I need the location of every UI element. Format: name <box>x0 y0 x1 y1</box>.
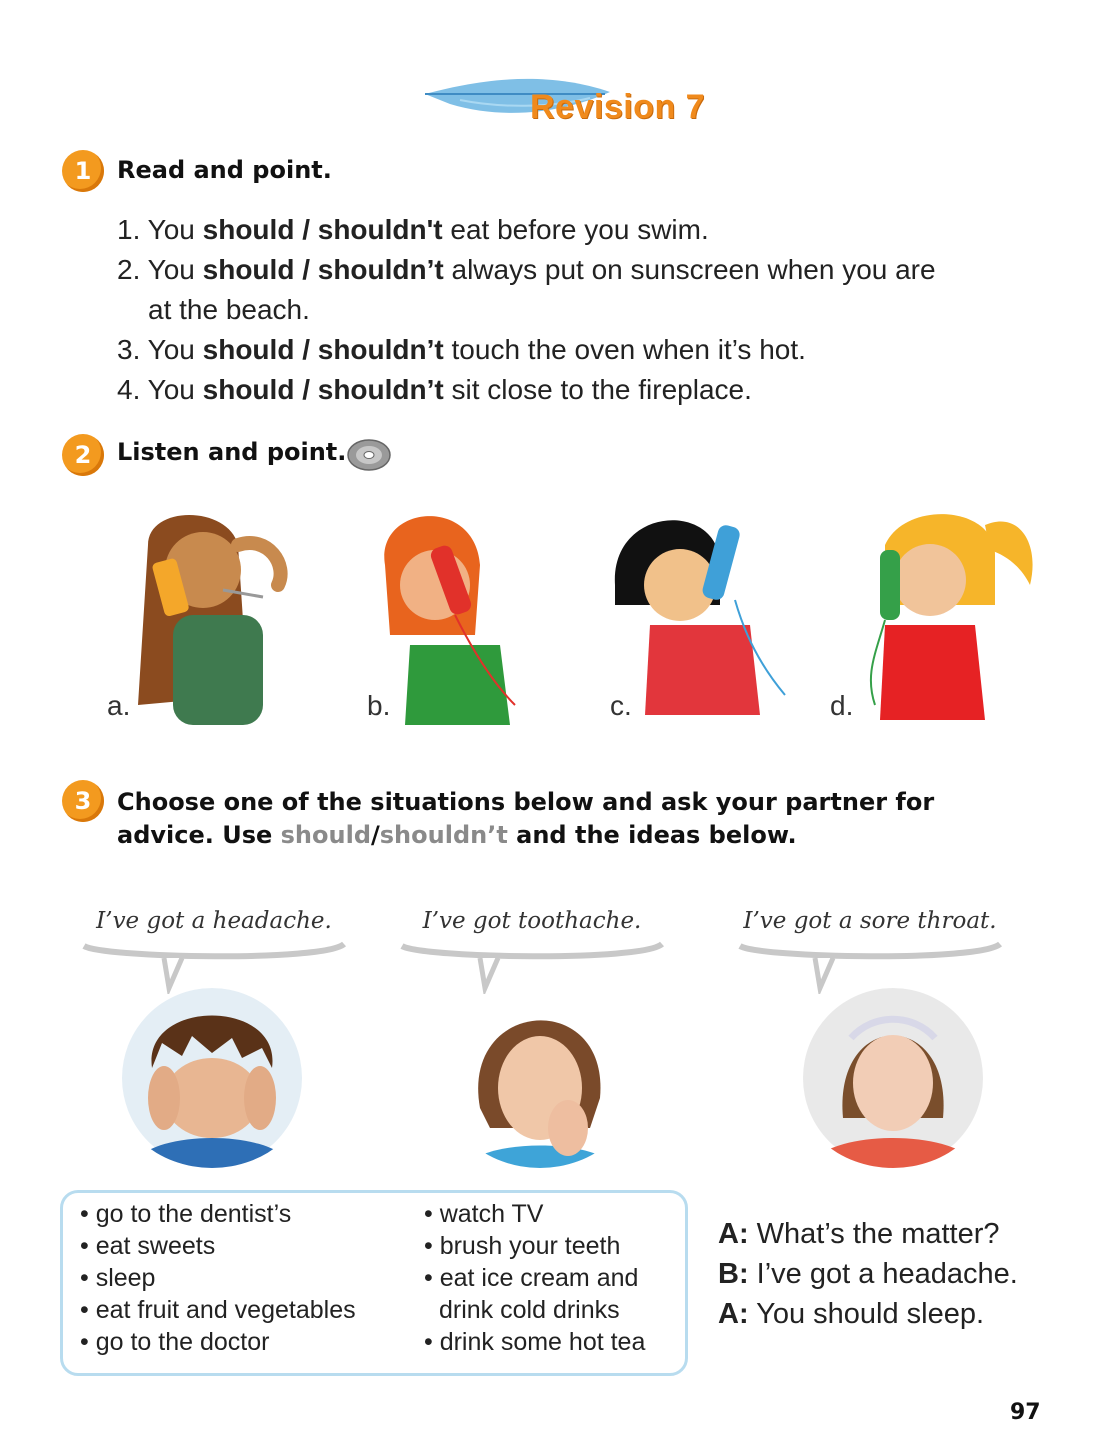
speech-bubble-1 <box>74 896 354 994</box>
idea-item: • drink some hot tea <box>424 1328 646 1356</box>
exercise-1-badge: 1 <box>62 150 104 192</box>
picture-label-d: d. <box>830 690 854 721</box>
bubble-text-toothache: I’ve got toothache. <box>422 908 642 934</box>
page-title: Revision 7 <box>530 88 706 126</box>
bubble-text-headache: I’ve got a headache. <box>96 908 332 934</box>
idea-item-continued: drink cold drinks <box>439 1296 620 1324</box>
exercise-1-heading: Read and point. <box>117 156 332 184</box>
cartoon-girl-a <box>118 505 318 730</box>
cartoon-girl-b <box>365 505 565 730</box>
exercise-3-instructions <box>117 786 937 852</box>
bubble-text-sore-throat: I’ve got a sore throat. <box>743 908 997 934</box>
sentence-1: 1. You should / shouldn't eat before you swim. <box>117 214 709 245</box>
idea-item: • eat sweets <box>80 1232 216 1260</box>
idea-item: • eat ice cream and <box>424 1264 639 1292</box>
ideas-list-left <box>80 1198 356 1358</box>
dialogue-line-3: A: You should sleep. <box>718 1298 985 1330</box>
idea-item: • eat fruit and vegetables <box>80 1296 356 1324</box>
instruction-line-1: Choose one of the situations below and ask your partner for <box>117 788 935 816</box>
instruction-line-2: advice. Use should/shouldn’t and the ideas below. <box>117 821 797 849</box>
title-block <box>420 60 720 150</box>
speech-bubble-2 <box>392 896 672 994</box>
page-number: 97 <box>1010 1400 1041 1425</box>
cd-icon[interactable] <box>346 437 392 473</box>
sentence-2: 2. You should / shouldn’t always put on sunscreen when you are <box>117 254 936 285</box>
exercise-2-heading: Listen and point. <box>117 438 347 466</box>
idea-item: • brush your teeth <box>424 1232 621 1260</box>
photo-toothache <box>440 988 640 1168</box>
sentence-4: 4. You should / shouldn’t sit close to the fireplace. <box>117 374 752 405</box>
cartoon-girl-d <box>845 505 1045 730</box>
sentence-2-continued: at the beach. <box>148 294 310 325</box>
dialogue-line-1: A: What’s the matter? <box>718 1218 1000 1250</box>
speech-bubble-3 <box>730 896 1010 994</box>
picture-label-a: a. <box>107 690 131 721</box>
picture-label-c: c. <box>610 690 632 721</box>
cartoon-girl-c <box>610 505 810 730</box>
dialogue-line-2: B: I’ve got a headache. <box>718 1258 1018 1290</box>
photo-sore-throat <box>793 988 993 1168</box>
exercise-2-badge: 2 <box>62 434 104 476</box>
example-dialogue <box>718 1214 1018 1334</box>
idea-item: • go to the doctor <box>80 1328 270 1356</box>
picture-label-b: b. <box>367 690 391 721</box>
sentence-3: 3. You should / shouldn’t touch the oven when it’s hot. <box>117 334 806 365</box>
idea-item: • sleep <box>80 1264 156 1292</box>
ideas-list-right <box>424 1198 645 1358</box>
idea-item: • watch TV <box>424 1200 544 1228</box>
exercise-1-sentences <box>117 210 1017 410</box>
photo-headache <box>112 988 312 1168</box>
exercise-3-badge: 3 <box>62 780 104 822</box>
idea-item: • go to the dentist’s <box>80 1200 292 1228</box>
